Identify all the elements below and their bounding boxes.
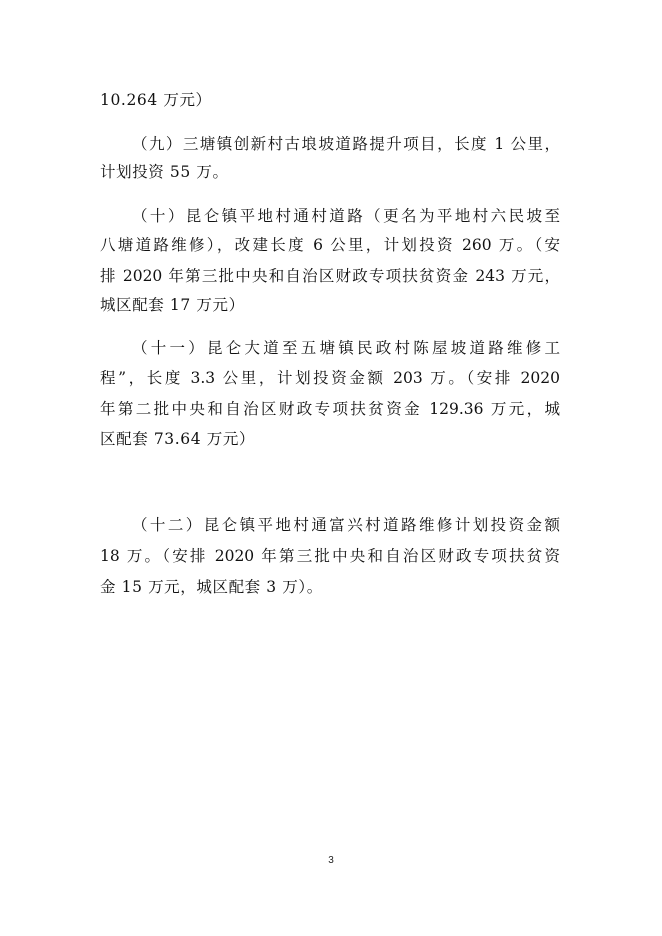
paragraph-10-line-1: （十）昆仑镇平地村通村道路（更名为平地村六民坡至: [132, 207, 560, 225]
paragraph-10-line-4: 城区配套 17 万元）: [100, 296, 245, 314]
paragraph-12-line-1: （十二）昆仑镇平地村通富兴村道路维修计划投资金额: [132, 516, 560, 534]
paragraph-11-line-1: （十一）昆仑大道至五塘镇民政村陈屋坡道路维修工: [132, 339, 560, 357]
paragraph-12-line-3: 金 15 万元，城区配套 3 万）。: [100, 578, 323, 596]
text-line: 10.264 万元）: [100, 91, 212, 109]
paragraph-10-line-3: 排 2020 年第三批中央和自治区财政专项扶贫资金 243 万元，: [100, 267, 560, 285]
paragraph-11-line-4: 区配套 73.64 万元）: [100, 430, 256, 448]
paragraph-9-line-1: （九）三塘镇创新村古埌坡道路提升项目，长度 1 公里，: [132, 135, 560, 153]
paragraph-10-line-2: 八塘道路维修），改建长度 6 公里，计划投资 260 万。（安: [100, 236, 560, 254]
paragraph-9-line-2: 计划投资 55 万。: [100, 163, 229, 181]
paragraph-11-line-2: 程”，长度 3.3 公里，计划投资金额 203 万。（安排 2020: [100, 369, 560, 387]
paragraph-11-line-3: 年第二批中央和自治区财政专项扶贫资金 129.36 万元，城: [100, 400, 560, 418]
paragraph-12-line-2: 18 万。（安排 2020 年第三批中央和自治区财政专项扶贫资: [100, 547, 560, 565]
page-number: 3: [328, 855, 334, 866]
